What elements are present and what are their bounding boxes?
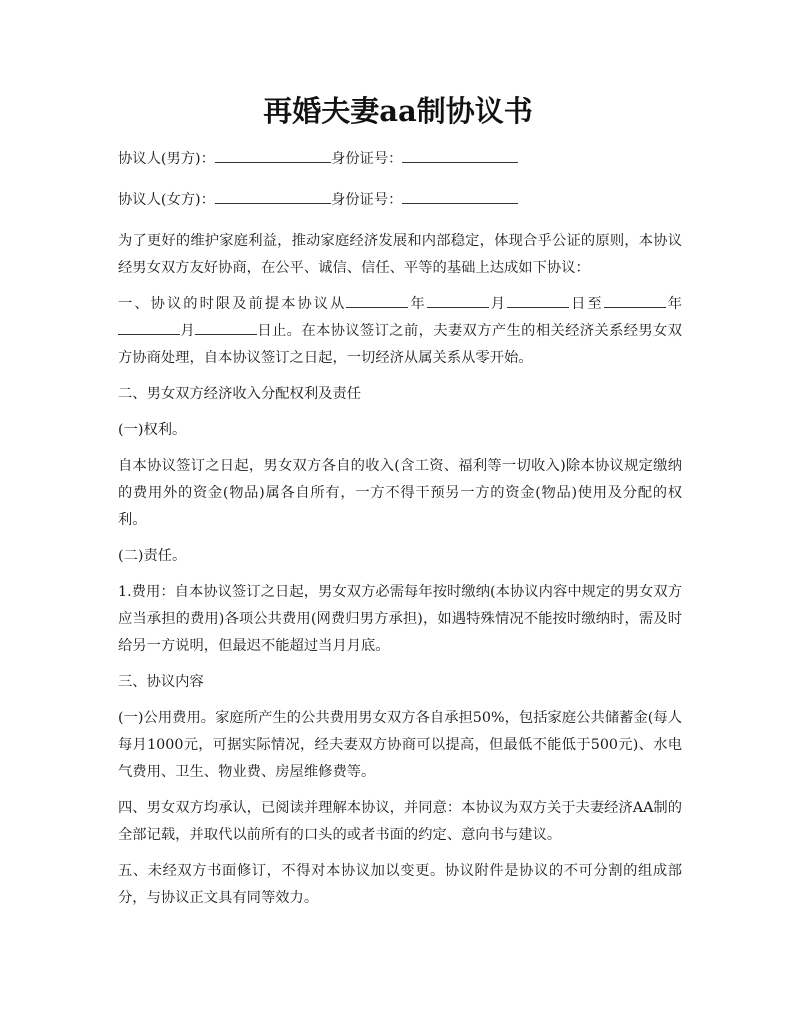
- start-month-blank[interactable]: [427, 293, 489, 308]
- party-female-line: [118, 187, 682, 214]
- party-female-label: 协议人(女方)：: [118, 192, 215, 208]
- document-body: [118, 146, 682, 921]
- party-female-id-label: 身份证号：: [330, 192, 403, 208]
- party-male-label: 协议人(男方)：: [118, 151, 215, 167]
- section-3-paragraph: (一)公用费用。家庭所产生的公共费用男女双方各自承担50%，包括家庭公共储蓄金(每人每月1000元，可据实际情况，经夫妻双方协商可以提高，但最低不能低于500元)、水电气费用、卫生、物业费、房屋维修费等。: [118, 710, 682, 780]
- end-month-blank[interactable]: [118, 320, 180, 335]
- start-day-blank[interactable]: [507, 293, 569, 308]
- section-2-heading: 二、男女双方经济收入分配权利及责任: [118, 386, 362, 402]
- party-female-id-blank[interactable]: [402, 189, 518, 204]
- section-5-paragraph: 五、未经双方书面修订，不得对本协议加以变更。协议附件是协议的不可分割的组成部分，与协议正文具有同等效力。: [118, 863, 682, 906]
- end-year-blank[interactable]: [604, 293, 666, 308]
- duty-heading: (二)责任。: [118, 548, 187, 564]
- end-month-label: 月: [180, 323, 196, 339]
- duty-paragraph: 1.费用：自本协议签订之日起，男女双方必需每年按时缴纳(本协议内容中规定的男女双方应当承担的费用)各项公共费用(网费归男方承担)，如遇特殊情况不能按时缴纳时，需及时给另一方说明，但最迟不能超过当月月底。: [118, 584, 682, 654]
- start-month-label: 月: [488, 296, 508, 312]
- party-female-name-blank[interactable]: [215, 189, 331, 204]
- rights-paragraph: 自本协议签订之日起，男女双方各自的收入(含工资、福利等一切收入)除本协议规定缴纳的费用外的资金(物品)属各自所有，一方不得干预另一方的资金(物品)使用及分配的权利。: [118, 458, 682, 528]
- party-male-name-blank[interactable]: [215, 148, 331, 163]
- party-male-line: [118, 146, 682, 173]
- section-3-heading: 三、协议内容: [118, 674, 204, 690]
- intro-paragraph: 为了更好的维护家庭利益，推动家庭经济发展和内部稳定，体现合乎公证的原则，本协议经男女双方友好协商，在公平、诚信、信任、平等的基础上达成如下协议：: [118, 233, 682, 276]
- section-4-paragraph: 四、男女双方均承认，已阅读并理解本协议，并同意：本协议为双方关于夫妻经济AA制的全部记载，并取代以前所有的口头的或者书面的约定、意向书与建议。: [118, 800, 682, 843]
- start-year-blank[interactable]: [346, 293, 408, 308]
- day-end-label: 日止。: [257, 323, 302, 339]
- end-year-label: 年: [665, 296, 683, 312]
- document-title: 再婚夫妻aa制协议书: [263, 94, 533, 128]
- section-1-prefix: 一、协议的时限及前提本协议从: [118, 296, 347, 312]
- day-to-label: 日至: [569, 296, 604, 312]
- party-male-id-label: 身份证号：: [330, 151, 403, 167]
- rights-heading: (一)权利。: [118, 422, 187, 438]
- section-1-rest: 在本协议签订之前，夫妻双方产生的相关经济关系经男女双方协商处理，自本协议签订之日起，一切经济从属关系从零开始。: [118, 323, 683, 366]
- end-day-blank[interactable]: [195, 320, 257, 335]
- section-1-paragraph: [118, 291, 682, 372]
- start-year-label: 年: [408, 296, 427, 312]
- party-male-id-blank[interactable]: [402, 148, 518, 163]
